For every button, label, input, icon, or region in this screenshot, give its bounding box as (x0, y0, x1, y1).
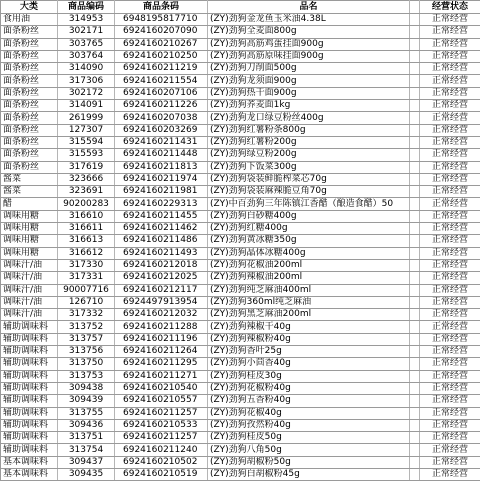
cell-status[interactable]: 正常经营 (420, 407, 480, 419)
cell-status[interactable]: 正常经营 (420, 382, 480, 394)
table-row (1, 296, 480, 308)
cell-category[interactable]: 面条粉丝 (1, 87, 58, 99)
cell-blank[interactable] (410, 223, 420, 235)
cell-category[interactable]: 调味汁/油 (1, 259, 58, 271)
cell-blank[interactable] (410, 444, 420, 456)
cell-category[interactable]: 面条粉丝 (1, 26, 58, 38)
cell-blank[interactable] (410, 296, 420, 308)
cell-category[interactable]: 调味用糖 (1, 235, 58, 247)
cell-code[interactable]: 317619 (58, 161, 115, 173)
cell-code[interactable]: 316611 (58, 223, 115, 235)
cell-blank[interactable] (410, 259, 420, 271)
cell-code[interactable]: 313752 (58, 321, 115, 333)
cell-code[interactable]: 315594 (58, 136, 115, 148)
cell-status[interactable]: 正常经营 (420, 223, 480, 235)
cell-barcode[interactable]: 6924160210533 (115, 419, 208, 431)
cell-code[interactable]: 303765 (58, 38, 115, 50)
table-row (1, 272, 480, 284)
cell-blank[interactable] (410, 136, 420, 148)
cell-name[interactable]: (ZY)劲狗孜然粉40g (208, 419, 410, 431)
cell-status[interactable]: 正常经营 (420, 456, 480, 468)
cell-status[interactable]: 正常经营 (420, 247, 480, 259)
cell-category[interactable]: 面条粉丝 (1, 50, 58, 62)
cell-category[interactable]: 调味用糖 (1, 210, 58, 222)
cell-blank[interactable] (410, 309, 420, 321)
cell-code[interactable]: 323691 (58, 186, 115, 198)
table-row (1, 38, 480, 50)
table-row (1, 14, 480, 26)
cell-name[interactable]: (ZY)劲狗龙须面900g (208, 75, 410, 87)
table-row (1, 321, 480, 333)
cell-code[interactable]: 303764 (58, 50, 115, 62)
cell-status[interactable]: 正常经营 (420, 149, 480, 161)
cell-category[interactable]: 面条粉丝 (1, 63, 58, 75)
cell-code[interactable]: 127307 (58, 124, 115, 136)
cell-name[interactable]: (ZY)劲狗红薯粉200g (208, 136, 410, 148)
cell-blank[interactable] (410, 161, 420, 173)
cell-category[interactable]: 面条粉丝 (1, 149, 58, 161)
cell-code[interactable]: 315593 (58, 149, 115, 161)
cell-barcode[interactable]: 6924160212025 (115, 272, 208, 284)
cell-barcode[interactable]: 6924160212032 (115, 309, 208, 321)
cell-blank[interactable] (410, 382, 420, 394)
cell-status[interactable]: 正常经营 (420, 50, 480, 62)
cell-status[interactable]: 正常经营 (420, 272, 480, 284)
table-row (1, 358, 480, 370)
cell-name[interactable]: (ZY)劲狗小茴香40g (208, 358, 410, 370)
table-row (1, 161, 480, 173)
table-row (1, 247, 480, 259)
table-row (1, 432, 480, 444)
cell-name[interactable]: (ZY)劲狗荞麦面1kg (208, 100, 410, 112)
cell-barcode[interactable]: 6924160207038 (115, 112, 208, 124)
cell-barcode[interactable]: 6924160211974 (115, 173, 208, 185)
cell-barcode[interactable]: 6924160229313 (115, 198, 208, 210)
table-row (1, 50, 480, 62)
cell-code[interactable]: 314953 (58, 14, 115, 26)
cell-name[interactable]: (ZY)劲狗黑芝麻油200ml (208, 309, 410, 321)
cell-name[interactable]: (ZY)劲狗香叶25g (208, 346, 410, 358)
cell-category[interactable]: 调味用糖 (1, 223, 58, 235)
cell-category[interactable]: 辅助调味料 (1, 419, 58, 431)
cell-blank[interactable] (410, 370, 420, 382)
cell-category[interactable]: 调味汁/油 (1, 296, 58, 308)
cell-status[interactable]: 正常经营 (420, 186, 480, 198)
cell-status[interactable]: 正常经营 (420, 346, 480, 358)
cell-code[interactable]: 309435 (58, 468, 115, 480)
cell-category[interactable]: 辅助调味料 (1, 444, 58, 456)
cell-barcode[interactable]: 6924160210519 (115, 468, 208, 480)
cell-code[interactable]: 309436 (58, 419, 115, 431)
cell-blank[interactable] (410, 50, 420, 62)
cell-blank[interactable] (410, 149, 420, 161)
cell-category[interactable]: 辅助调味料 (1, 407, 58, 419)
table-row (1, 112, 480, 124)
cell-name[interactable]: (ZY)劲狗全麦面800g (208, 26, 410, 38)
cell-barcode[interactable]: 6924160211219 (115, 63, 208, 75)
cell-name[interactable]: (ZY)劲狗红糖400g (208, 223, 410, 235)
cell-code[interactable]: 316612 (58, 247, 115, 259)
cell-category[interactable]: 面条粉丝 (1, 112, 58, 124)
cell-name[interactable]: (ZY)劲狗白砂糖400g (208, 210, 410, 222)
header-row (1, 1, 480, 14)
cell-status[interactable]: 正常经营 (420, 75, 480, 87)
cell-category[interactable]: 辅助调味料 (1, 395, 58, 407)
cell-code[interactable]: 309438 (58, 382, 115, 394)
cell-name[interactable]: (ZY)劲狗五香粉40g (208, 395, 410, 407)
cell-barcode[interactable]: 6924160211455 (115, 210, 208, 222)
cell-status[interactable]: 正常经营 (420, 432, 480, 444)
cell-barcode[interactable]: 6924160207090 (115, 26, 208, 38)
cell-category[interactable]: 辅助调味料 (1, 358, 58, 370)
cell-name[interactable]: (ZY)劲狗花椒粉40g (208, 382, 410, 394)
cell-name[interactable]: (ZY)劲狗桂皮30g (208, 370, 410, 382)
cell-barcode[interactable]: 6924160211981 (115, 186, 208, 198)
cell-code[interactable]: 317332 (58, 309, 115, 321)
table-row (1, 259, 480, 271)
table-row (1, 136, 480, 148)
cell-status[interactable]: 正常经营 (420, 198, 480, 210)
header-blank[interactable] (410, 1, 420, 14)
cell-status[interactable]: 正常经营 (420, 395, 480, 407)
cell-category[interactable]: 辅助调味料 (1, 370, 58, 382)
table-row (1, 186, 480, 198)
cell-status[interactable]: 正常经营 (420, 284, 480, 296)
table-row (1, 382, 480, 394)
cell-name[interactable]: (ZY)劲狗刀削面500g (208, 63, 410, 75)
cell-code[interactable]: 309439 (58, 395, 115, 407)
cell-name[interactable]: (ZY)劲狗桂皮50g (208, 432, 410, 444)
cell-code[interactable]: 323666 (58, 173, 115, 185)
cell-status[interactable]: 正常经营 (420, 124, 480, 136)
cell-status[interactable]: 正常经营 (420, 100, 480, 112)
cell-category[interactable]: 调味汁/油 (1, 309, 58, 321)
table-row (1, 370, 480, 382)
table-row (1, 309, 480, 321)
table-row (1, 124, 480, 136)
cell-barcode[interactable]: 6948195817710 (115, 14, 208, 26)
cell-status[interactable]: 正常经营 (420, 26, 480, 38)
cell-blank[interactable] (410, 284, 420, 296)
cell-status[interactable]: 正常经营 (420, 112, 480, 124)
cell-status[interactable]: 正常经营 (420, 235, 480, 247)
cell-barcode[interactable]: 6924160211448 (115, 149, 208, 161)
cell-status[interactable]: 正常经营 (420, 136, 480, 148)
cell-name[interactable]: (ZY)劲狗花椒油200ml (208, 259, 410, 271)
cell-blank[interactable] (410, 124, 420, 136)
cell-blank[interactable] (410, 235, 420, 247)
cell-status[interactable]: 正常经营 (420, 309, 480, 321)
cell-name[interactable]: (ZY)劲狗花椒40g (208, 407, 410, 419)
cell-name[interactable]: (ZY)劲狗白胡椒粉45g (208, 468, 410, 480)
cell-barcode[interactable]: 6924160211554 (115, 75, 208, 87)
cell-blank[interactable] (410, 173, 420, 185)
cell-code[interactable]: 317331 (58, 272, 115, 284)
cell-barcode[interactable]: 6924160210557 (115, 395, 208, 407)
cell-category[interactable]: 基本调味料 (1, 456, 58, 468)
table-row (1, 198, 480, 210)
cell-blank[interactable] (410, 456, 420, 468)
cell-category[interactable]: 面条粉丝 (1, 75, 58, 87)
cell-code[interactable]: 313755 (58, 407, 115, 419)
cell-code[interactable]: 314091 (58, 100, 115, 112)
table-row (1, 456, 480, 468)
cell-barcode[interactable]: 6924160211295 (115, 358, 208, 370)
cell-barcode[interactable]: 6924160211486 (115, 235, 208, 247)
cell-blank[interactable] (410, 14, 420, 26)
cell-name[interactable]: (ZY)劲狗金龙鱼玉米油4.38L (208, 14, 410, 26)
cell-blank[interactable] (410, 38, 420, 50)
cell-name[interactable]: (ZY)劲狗晶体冰糖400g (208, 247, 410, 259)
cell-category[interactable]: 辅助调味料 (1, 432, 58, 444)
cell-code[interactable]: 313750 (58, 358, 115, 370)
cell-barcode[interactable]: 6924160211257 (115, 432, 208, 444)
cell-status[interactable]: 正常经营 (420, 210, 480, 222)
cell-blank[interactable] (410, 75, 420, 87)
cell-status[interactable]: 正常经营 (420, 358, 480, 370)
cell-blank[interactable] (410, 186, 420, 198)
cell-name[interactable]: (ZY)劲狗热干面900g (208, 87, 410, 99)
cell-barcode[interactable]: 6924160212018 (115, 259, 208, 271)
cell-status[interactable]: 正常经营 (420, 63, 480, 75)
cell-barcode[interactable]: 6924160211271 (115, 370, 208, 382)
cell-blank[interactable] (410, 333, 420, 345)
cell-barcode[interactable]: 6924160210502 (115, 456, 208, 468)
cell-name[interactable]: (ZY)劲狗胡椒粉50g (208, 456, 410, 468)
cell-blank[interactable] (410, 272, 420, 284)
table-row (1, 173, 480, 185)
cell-code[interactable]: 126710 (58, 296, 115, 308)
table-row (1, 333, 480, 345)
table-row (1, 407, 480, 419)
cell-category[interactable]: 基本调味料 (1, 468, 58, 480)
cell-barcode[interactable]: 6924160211257 (115, 407, 208, 419)
cell-category[interactable]: 面条粉丝 (1, 136, 58, 148)
table-row (1, 149, 480, 161)
cell-name[interactable]: (ZY)中百劲狗三年陈镇江香醋（酿造食醋）50 (208, 198, 410, 210)
cell-category[interactable]: 辅助调味料 (1, 333, 58, 345)
cell-blank[interactable] (410, 198, 420, 210)
table-row (1, 26, 480, 38)
cell-code[interactable]: 313756 (58, 346, 115, 358)
cell-blank[interactable] (410, 346, 420, 358)
cell-blank[interactable] (410, 395, 420, 407)
cell-code[interactable]: 314090 (58, 63, 115, 75)
cell-barcode[interactable]: 6924160211240 (115, 444, 208, 456)
cell-code[interactable]: 302171 (58, 26, 115, 38)
cell-name[interactable]: (ZY)劲狗绿豆粉200g (208, 149, 410, 161)
header-code[interactable]: 商品编码 (58, 1, 115, 14)
cell-category[interactable]: 调味汁/油 (1, 284, 58, 296)
table-row (1, 223, 480, 235)
header-status[interactable]: 经营状态 (420, 1, 480, 14)
cell-status[interactable]: 正常经营 (420, 161, 480, 173)
cell-category[interactable]: 辅助调味料 (1, 382, 58, 394)
cell-barcode[interactable]: 6924160203269 (115, 124, 208, 136)
header-barcode[interactable]: 商品条码 (115, 1, 208, 14)
cell-category[interactable]: 面条粉丝 (1, 124, 58, 136)
cell-status[interactable]: 正常经营 (420, 173, 480, 185)
cell-blank[interactable] (410, 432, 420, 444)
cell-code[interactable]: 261999 (58, 112, 115, 124)
cell-category[interactable]: 食用油 (1, 14, 58, 26)
cell-name[interactable]: (ZY)劲狗龙口绿豆粉丝400g (208, 112, 410, 124)
table-row (1, 468, 480, 480)
cell-code[interactable]: 90007716 (58, 284, 115, 296)
cell-barcode[interactable]: 6924160211813 (115, 161, 208, 173)
table-row (1, 419, 480, 431)
cell-code[interactable]: 313751 (58, 432, 115, 444)
cell-category[interactable]: 面条粉丝 (1, 38, 58, 50)
cell-code[interactable]: 302172 (58, 87, 115, 99)
table-row (1, 444, 480, 456)
cell-status[interactable]: 正常经营 (420, 321, 480, 333)
cell-blank[interactable] (410, 358, 420, 370)
cell-blank[interactable] (410, 419, 420, 431)
cell-status[interactable]: 正常经营 (420, 444, 480, 456)
table-row (1, 75, 480, 87)
cell-barcode[interactable]: 6924160211196 (115, 333, 208, 345)
cell-code[interactable]: 90200283 (58, 198, 115, 210)
cell-category[interactable]: 调味用糖 (1, 247, 58, 259)
cell-name[interactable]: (ZY)劲狗高筋鸡蛋挂面900g (208, 38, 410, 50)
cell-code[interactable]: 317330 (58, 259, 115, 271)
table-row (1, 87, 480, 99)
cell-status[interactable]: 正常经营 (420, 419, 480, 431)
cell-code[interactable]: 317306 (58, 75, 115, 87)
cell-name[interactable]: (ZY)劲狗高筋原味挂面900g (208, 50, 410, 62)
cell-barcode[interactable]: 6924160211264 (115, 346, 208, 358)
cell-status[interactable]: 正常经营 (420, 370, 480, 382)
table-row (1, 346, 480, 358)
cell-category[interactable]: 辅助调味料 (1, 346, 58, 358)
cell-category[interactable]: 面条粉丝 (1, 100, 58, 112)
cell-blank[interactable] (410, 407, 420, 419)
cell-barcode[interactable]: 6924160210540 (115, 382, 208, 394)
cell-category[interactable]: 调味汁/油 (1, 272, 58, 284)
table-row (1, 235, 480, 247)
cell-category[interactable]: 酱菜 (1, 173, 58, 185)
cell-status[interactable]: 正常经营 (420, 259, 480, 271)
table-row (1, 395, 480, 407)
cell-status[interactable]: 正常经营 (420, 14, 480, 26)
cell-blank[interactable] (410, 63, 420, 75)
cell-name[interactable]: (ZY)劲狗辣椒干40g (208, 321, 410, 333)
cell-barcode[interactable]: 6924160210250 (115, 50, 208, 62)
cell-name[interactable]: (ZY)劲狗袋装鲜脆榨菜芯70g (208, 173, 410, 185)
cell-name[interactable]: (ZY)劲狗纯芝麻油400ml (208, 284, 410, 296)
header-name[interactable]: 品名 (208, 1, 410, 14)
cell-blank[interactable] (410, 87, 420, 99)
table-row (1, 210, 480, 222)
cell-name[interactable]: (ZY)劲狗红薯粉条800g (208, 124, 410, 136)
cell-blank[interactable] (410, 321, 420, 333)
cell-barcode[interactable]: 6924160211462 (115, 223, 208, 235)
cell-blank[interactable] (410, 26, 420, 38)
cell-barcode[interactable]: 6924160211226 (115, 100, 208, 112)
cell-barcode[interactable]: 6924160211493 (115, 247, 208, 259)
cell-name[interactable]: (ZY)劲狗360ml纯芝麻油 (208, 296, 410, 308)
table-row (1, 63, 480, 75)
cell-barcode[interactable]: 6924160207106 (115, 87, 208, 99)
header-category[interactable]: 大类 (1, 1, 58, 14)
cell-status[interactable]: 正常经营 (420, 468, 480, 480)
cell-status[interactable]: 正常经营 (420, 333, 480, 345)
cell-code[interactable]: 309437 (58, 456, 115, 468)
cell-blank[interactable] (410, 112, 420, 124)
cell-barcode[interactable]: 6924160211431 (115, 136, 208, 148)
cell-name[interactable]: (ZY)劲狗辣椒油200ml (208, 272, 410, 284)
cell-code[interactable]: 316613 (58, 235, 115, 247)
cell-barcode[interactable]: 6924160211288 (115, 321, 208, 333)
cell-blank[interactable] (410, 247, 420, 259)
cell-blank[interactable] (410, 210, 420, 222)
cell-code[interactable]: 313754 (58, 444, 115, 456)
cell-name[interactable]: (ZY)劲狗黄冰糖350g (208, 235, 410, 247)
cell-blank[interactable] (410, 100, 420, 112)
cell-name[interactable]: (ZY)劲狗袋装麻辣脆豆角70g (208, 186, 410, 198)
cell-barcode[interactable]: 6924497913954 (115, 296, 208, 308)
cell-status[interactable]: 正常经营 (420, 296, 480, 308)
cell-name[interactable]: (ZY)劲狗辣椒粉40g (208, 333, 410, 345)
cell-barcode[interactable]: 6924160210267 (115, 38, 208, 50)
cell-code[interactable]: 313757 (58, 333, 115, 345)
cell-status[interactable]: 正常经营 (420, 87, 480, 99)
cell-code[interactable]: 313753 (58, 370, 115, 382)
cell-blank[interactable] (410, 468, 420, 480)
cell-status[interactable]: 正常经营 (420, 38, 480, 50)
cell-code[interactable]: 316610 (58, 210, 115, 222)
cell-name[interactable]: (ZY)劲狗下饭菜300g (208, 161, 410, 173)
cell-barcode[interactable]: 6924160212117 (115, 284, 208, 296)
table-row (1, 284, 480, 296)
cell-category[interactable]: 酱菜 (1, 186, 58, 198)
cell-name[interactable]: (ZY)劲狗八角50g (208, 444, 410, 456)
table-row (1, 100, 480, 112)
cell-category[interactable]: 醋 (1, 198, 58, 210)
cell-category[interactable]: 面条粉丝 (1, 161, 58, 173)
cell-category[interactable]: 辅助调味料 (1, 321, 58, 333)
